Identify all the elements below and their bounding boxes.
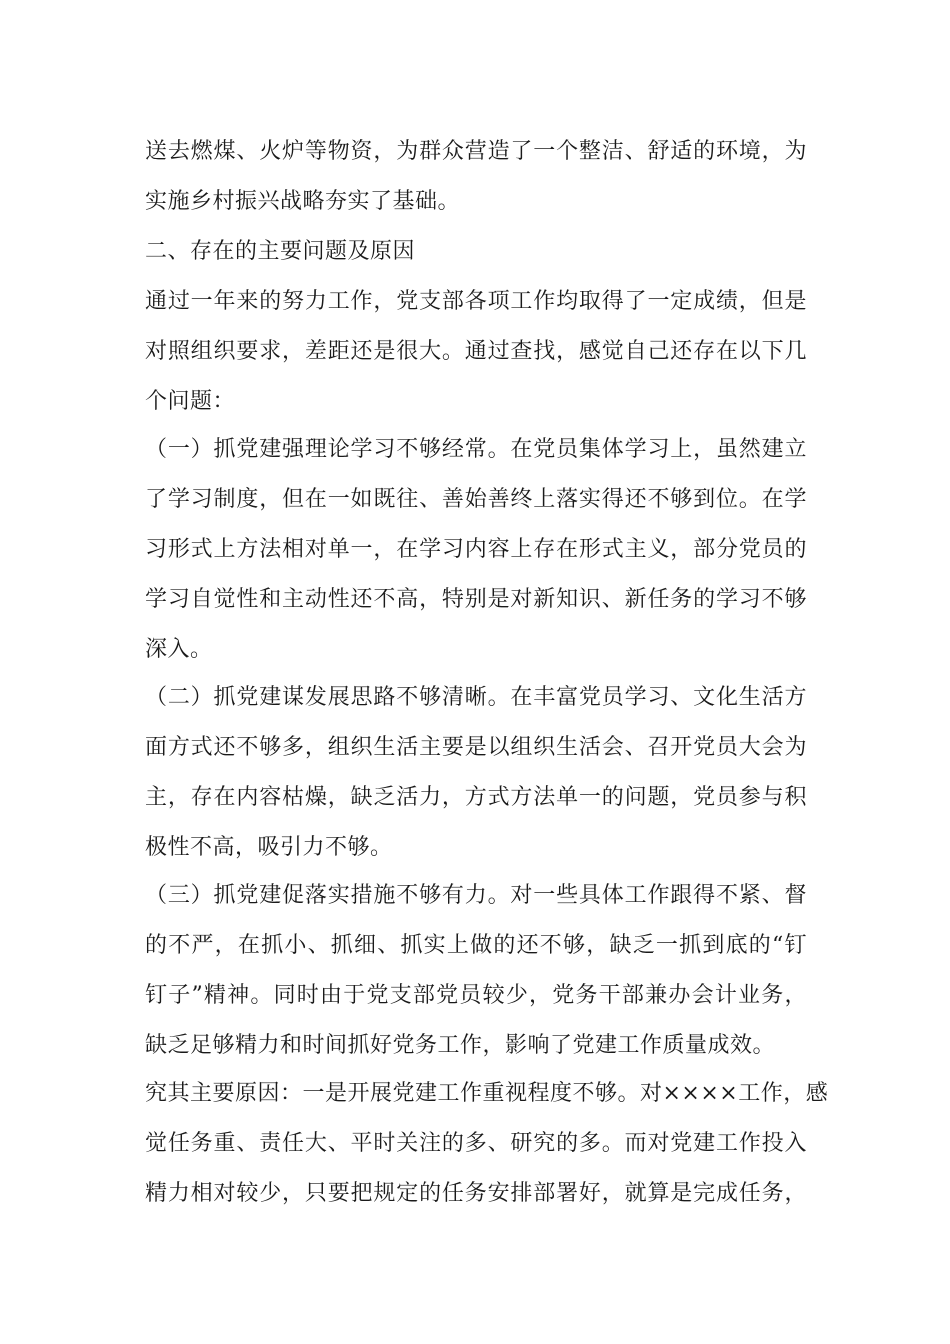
text-line: 深入。 — [145, 637, 213, 662]
text-line: （三）抓党建促落实措施不够有力。对一些具体工作跟得不紧、督 — [145, 883, 807, 908]
text-line: 精力相对较少，只要把规定的任务安排部署好，就算是完成任务， — [145, 1181, 807, 1206]
text-line: 极性不高，吸引力不够。 — [145, 835, 393, 860]
text-line: （二）抓党建谋发展思路不够清晰。在丰富党员学习、文化生活方 — [145, 685, 807, 710]
text-line: 缺乏足够精力和时间抓好党务工作，影响了党建工作质量成效。 — [145, 1033, 776, 1058]
text-line: 对照组织要求，差距还是很大。通过查找，感觉自己还存在以下几 — [145, 339, 807, 364]
text-line: 实施乡村振兴战略夯实了基础。 — [145, 189, 461, 214]
text-line: 通过一年来的努力工作，党支部各项工作均取得了一定成绩，但是 — [145, 289, 807, 314]
text-line: 送去燃煤、火炉等物资，为群众营造了一个整洁、舒适的环境，为 — [145, 139, 807, 164]
text-line: 习形式上方法相对单一，在学习内容上存在形式主义，部分党员的 — [145, 537, 807, 562]
text-line: 究其主要原因：一是开展党建工作重视程度不够。对××××工作，感 — [145, 1081, 829, 1106]
text-line: 的不严，在抓小、抓细、抓实上做的还不够，缺乏一抓到底的“钉 — [145, 933, 807, 958]
text-line: 了学习制度，但在一如既往、善始善终上落实得还不够到位。在学 — [145, 487, 807, 512]
section-heading: 二、存在的主要问题及原因 — [145, 239, 416, 264]
text-line: 主，存在内容枯燥，缺乏活力，方式方法单一的问题，党员参与积 — [145, 785, 807, 810]
text-line: 钉子”精神。同时由于党支部党员较少，党务干部兼办会计业务， — [145, 983, 807, 1008]
text-line: 个问题： — [145, 389, 236, 414]
text-line: 觉任务重、责任大、平时关注的多、研究的多。而对党建工作投入 — [145, 1131, 807, 1156]
text-line: 学习自觉性和主动性还不高，特别是对新知识、新任务的学习不够 — [145, 587, 807, 612]
text-line: （一）抓党建强理论学习不够经常。在党员集体学习上，虽然建立 — [145, 437, 807, 462]
text-line: 面方式还不够多，组织生活主要是以组织生活会、召开党员大会为 — [145, 735, 807, 760]
